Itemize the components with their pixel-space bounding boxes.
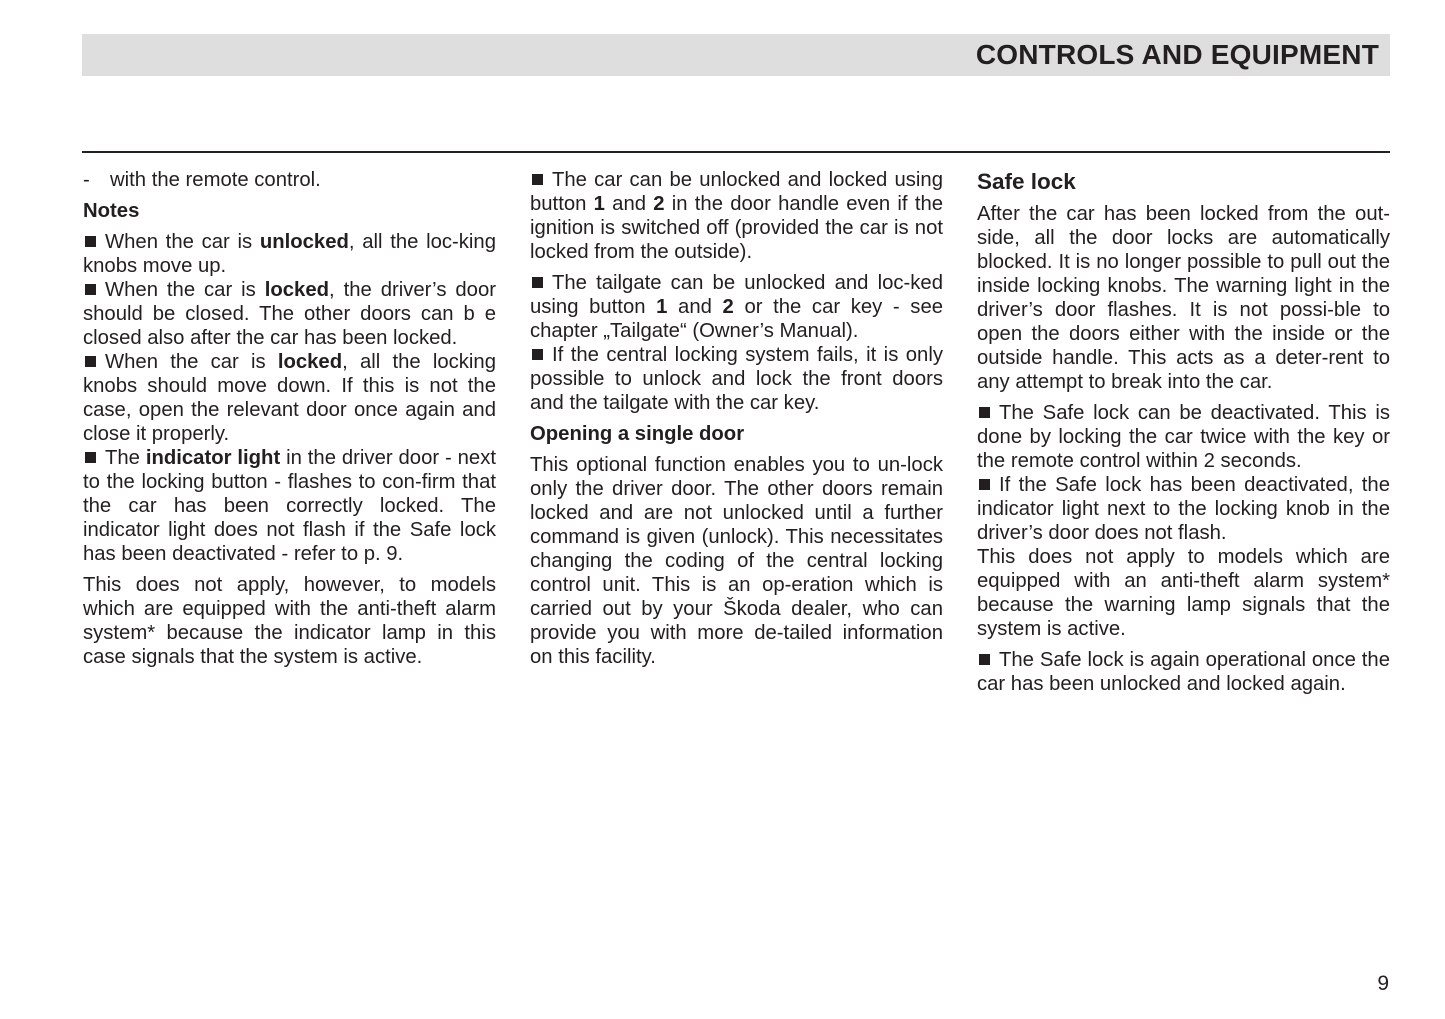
column-right [977, 168, 1390, 696]
body-paragraph: This does not apply, however, to models which are equipped with the anti-theft alarm system* because the indicator lamp in this case signals that the system is active. [83, 574, 496, 668]
bullet-paragraph: The car can be unlocked and locked using button 1 and 2 in the door handle even if the ignition is switched off (provided the car is not locked from the outside). [530, 169, 944, 263]
section-heading: Safe lock [977, 169, 1076, 194]
square-bullet-icon [979, 407, 990, 418]
column-left [83, 168, 496, 669]
note-paragraph: The indicator light in the driver door - next to the locking button - flashes to con-firm that the car has been correctly locked. The indicator light does not flash if the Safe lock has been deactivated - refer to p. 9. [83, 447, 496, 565]
note-paragraph: When the car is locked, the driver’s door should be closed. The other doors can b e closed also after the car has been locked. [83, 279, 496, 349]
square-bullet-icon [85, 284, 96, 295]
header-band [82, 34, 1390, 76]
notes-heading: Notes [83, 200, 140, 222]
body-paragraph: This optional function enables you to un-lock only the driver door. The other doors remain locked and are not unlocked until a further command is given (unlock). This necessitates changing the coding of the central locking control unit. This is an op-eration which is carried out by your Škoda dealer, who can provide you with more de-tailed information on this facility. [530, 454, 943, 668]
note-paragraph: When the car is unlocked, all the loc-king knobs move up. [83, 231, 496, 277]
square-bullet-icon [85, 236, 96, 247]
square-bullet-icon [532, 349, 543, 360]
body-paragraph: After the car has been locked from the out-side, all the door locks are automatically blocked. It is no longer possible to pull out the inside locking knobs. The warning light in the driver’s door flashes. It is not possi-ble to open the doors either with the inside or the outside handle. This acts as a deter-rent to any attempt to break into the car. [977, 203, 1390, 393]
page-number: 9 [1377, 972, 1389, 995]
square-bullet-icon [979, 479, 990, 490]
intro-line: - with the remote control. [83, 169, 321, 191]
bullet-paragraph: The Safe lock is again operational once the car has been unlocked and locked again. [977, 649, 1390, 695]
bullet-paragraph: If the central locking system fails, it is only possible to unlock and lock the front doors and the tailgate with the car key. [530, 344, 943, 414]
square-bullet-icon [532, 174, 543, 185]
column-middle [530, 168, 943, 669]
square-bullet-icon [85, 356, 96, 367]
bullet-paragraph: If the Safe lock has been deactivated, the indicator light next to the locking knob in the driver’s door does not flash. [977, 474, 1390, 544]
note-paragraph: When the car is locked, all the locking knobs should move down. If this is not the case, open the relevant door once again and close it properly. [83, 351, 496, 445]
page-title: CONTROLS AND EQUIPMENT [975, 39, 1379, 70]
body-paragraph: This does not apply to models which are equipped with an anti-theft alarm system* because the warning lamp signals that the system is active. [977, 546, 1390, 640]
horizontal-rule [82, 151, 1390, 153]
section-subheading: Opening a single door [530, 423, 745, 445]
square-bullet-icon [85, 452, 96, 463]
bullet-paragraph: The Safe lock can be deactivated. This is done by locking the car twice with the key or the remote control within 2 seconds. [977, 402, 1390, 472]
bullet-paragraph: The tailgate can be unlocked and loc-ked using button 1 and 2 or the car key - see chapter „Tailgate“ (Owner’s Manual). [530, 272, 943, 342]
square-bullet-icon [979, 654, 990, 665]
square-bullet-icon [532, 277, 543, 288]
dash-bullet: - [83, 169, 90, 191]
